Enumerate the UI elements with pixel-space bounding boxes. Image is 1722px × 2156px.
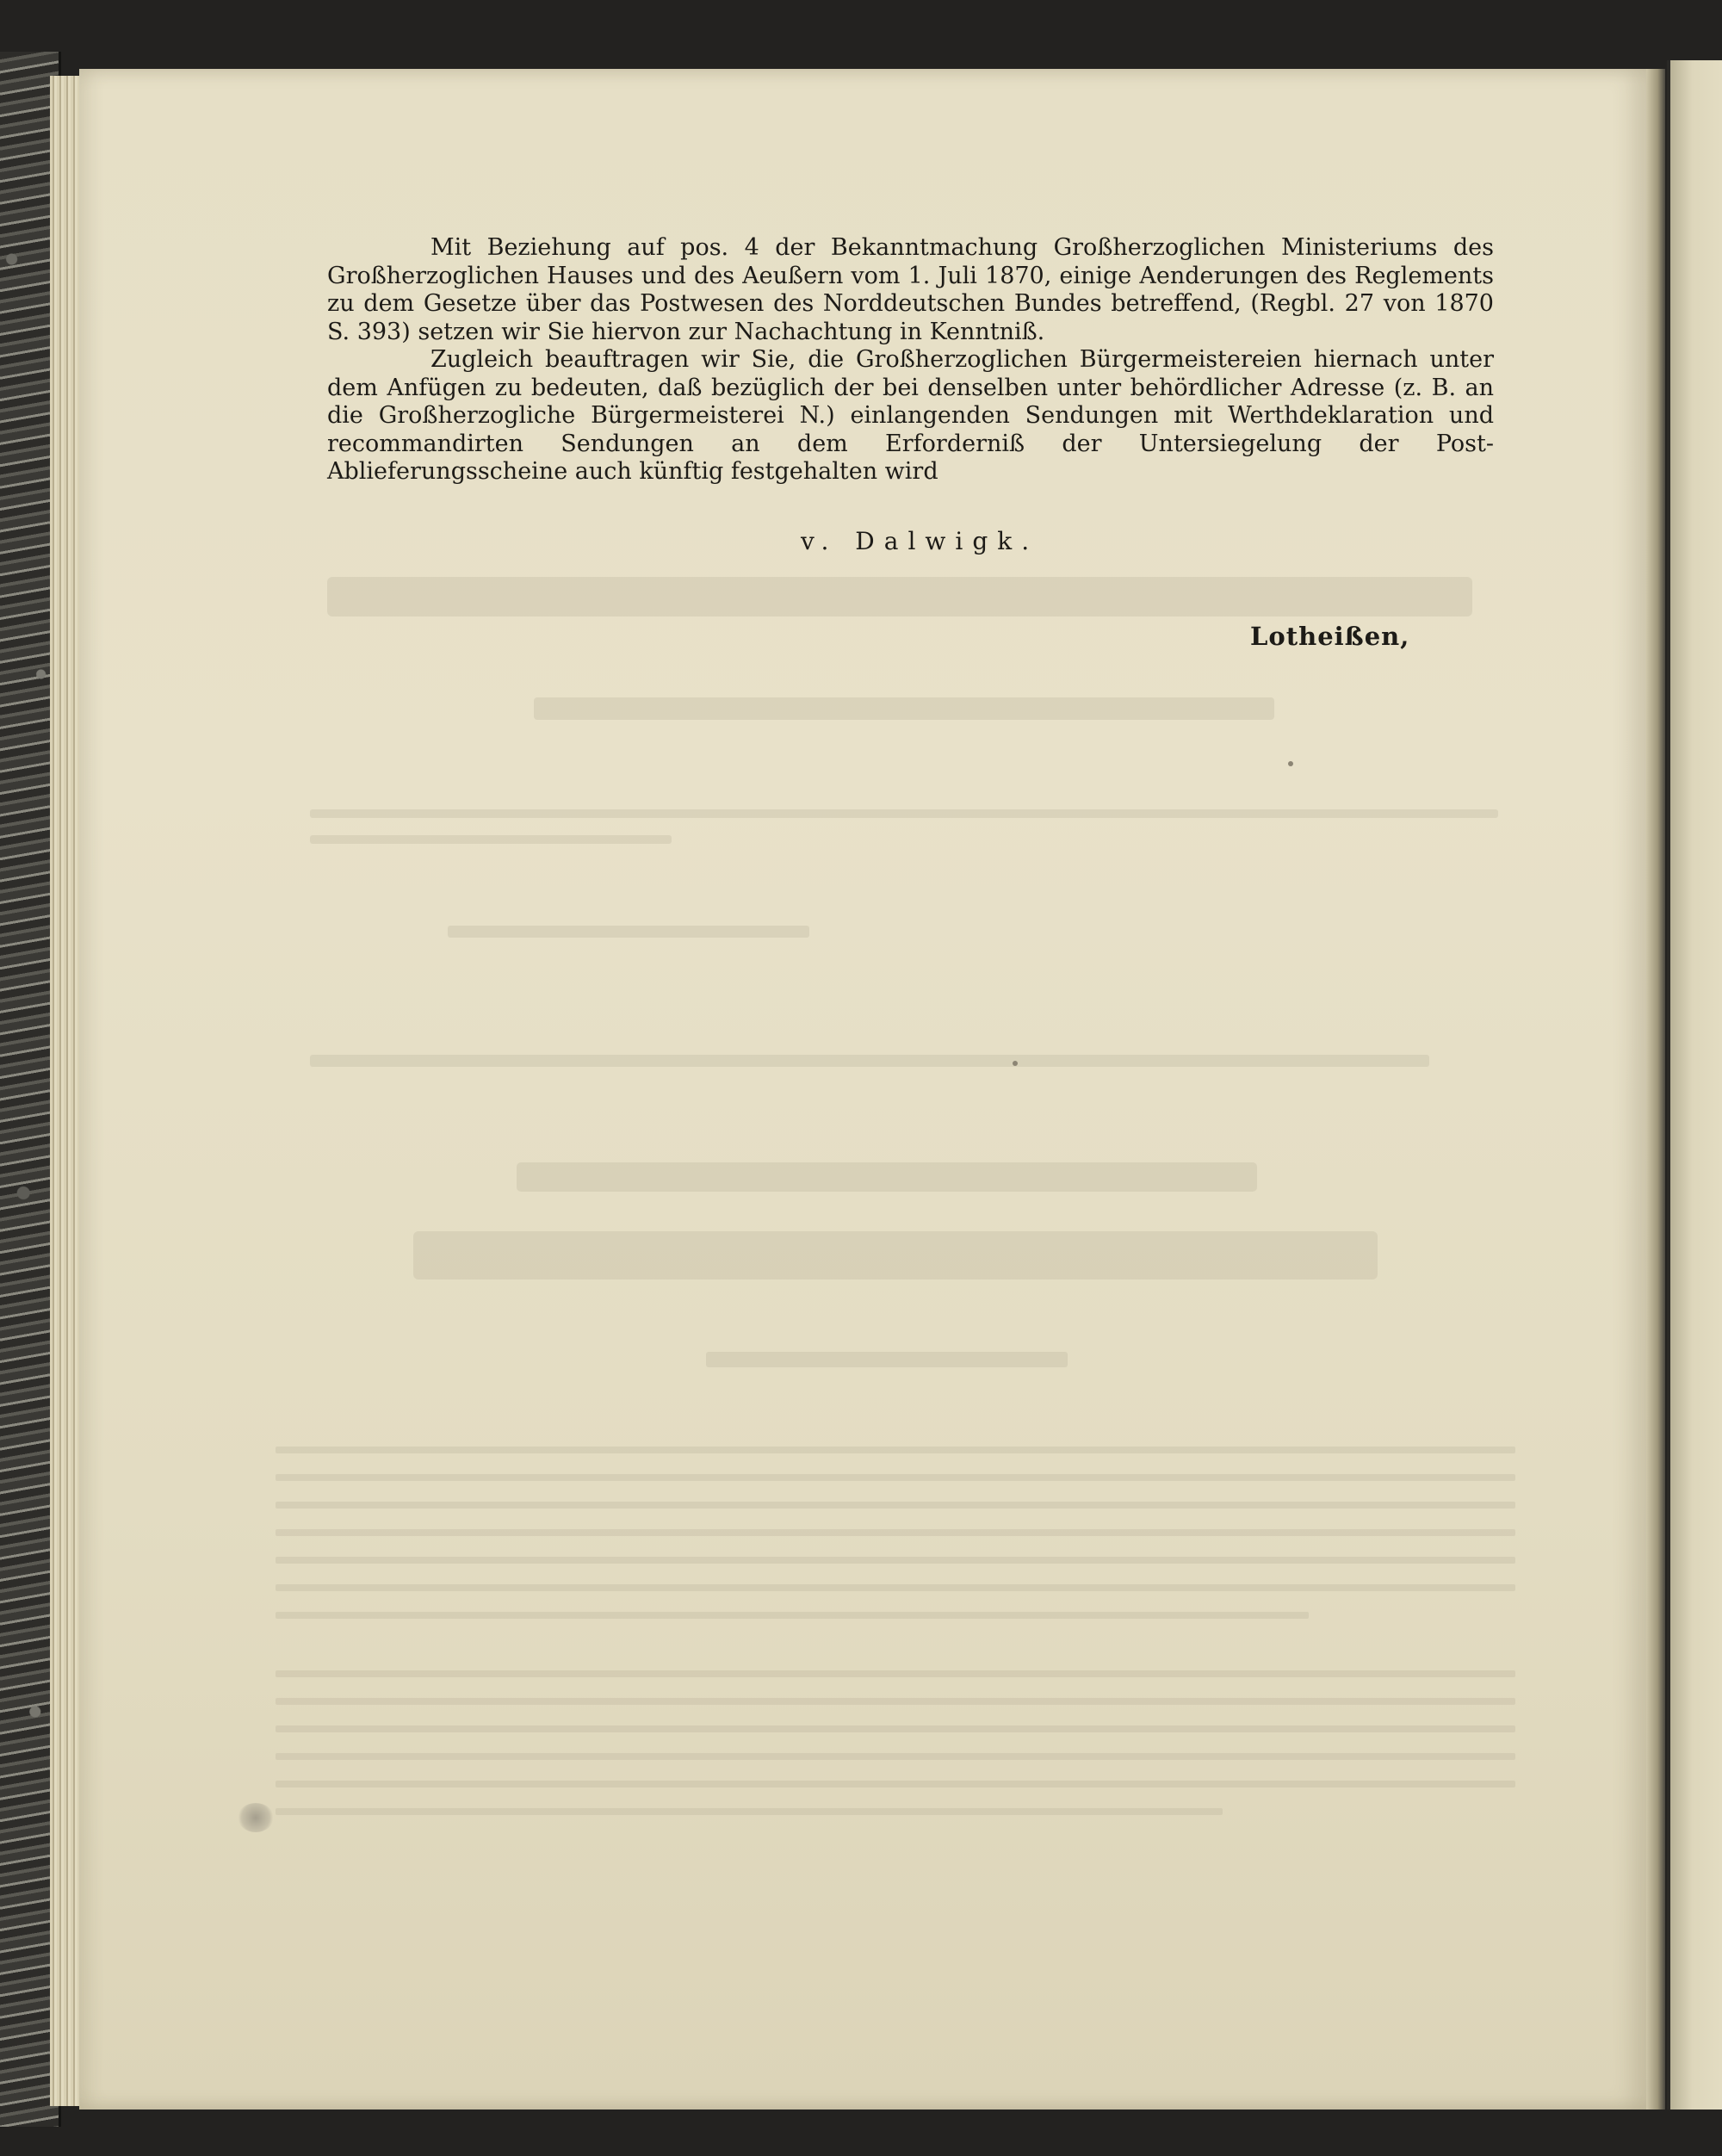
bleed-through-shapes [276, 551, 1515, 1843]
paper-stain [238, 1803, 274, 1832]
countersignature-lotheissen: Lotheißen, [1250, 622, 1410, 651]
paper-speck [1013, 1061, 1018, 1066]
paragraph-1: Mit Beziehung auf pos. 4 der Bekanntmachung Großherzoglichen Ministeriums des Großherzoglichen Hauses und des Aeußern vom 1. Juli 1870, einige Aenderungen des Reglements zu dem Gesetze über das Postwesen des Norddeutschen Bundes betreffend, (Regbl. 27 von 1870 S. 393) setzen wir Sie hiervon zur Nachachtung in Kenntniß. [327, 234, 1494, 345]
bleed-through-layer [276, 551, 1515, 1843]
letter-body [327, 234, 1494, 486]
next-page-edge [1667, 60, 1722, 2110]
paragraph-2: Zugleich beauftragen wir Sie, die Großherzoglichen Bürgermeistereien hiernach unter dem Anfügen zu bedeuten, daß bezüglich der bei denselben unter behördlicher Adresse (z. B. an die Großherzogliche Bürgermeisterei N.) einlangenden Sendungen mit Werthdeklaration und recommandirten Sendungen an dem Erforderniß der Untersiegelung der Post-Ablieferungsscheine auch künftig festgehalten wird [327, 346, 1494, 485]
gutter-fold [1646, 69, 1665, 2110]
paper-speck [1288, 761, 1293, 766]
signature-dalwigk: v. Dalwigk. [801, 527, 1039, 555]
